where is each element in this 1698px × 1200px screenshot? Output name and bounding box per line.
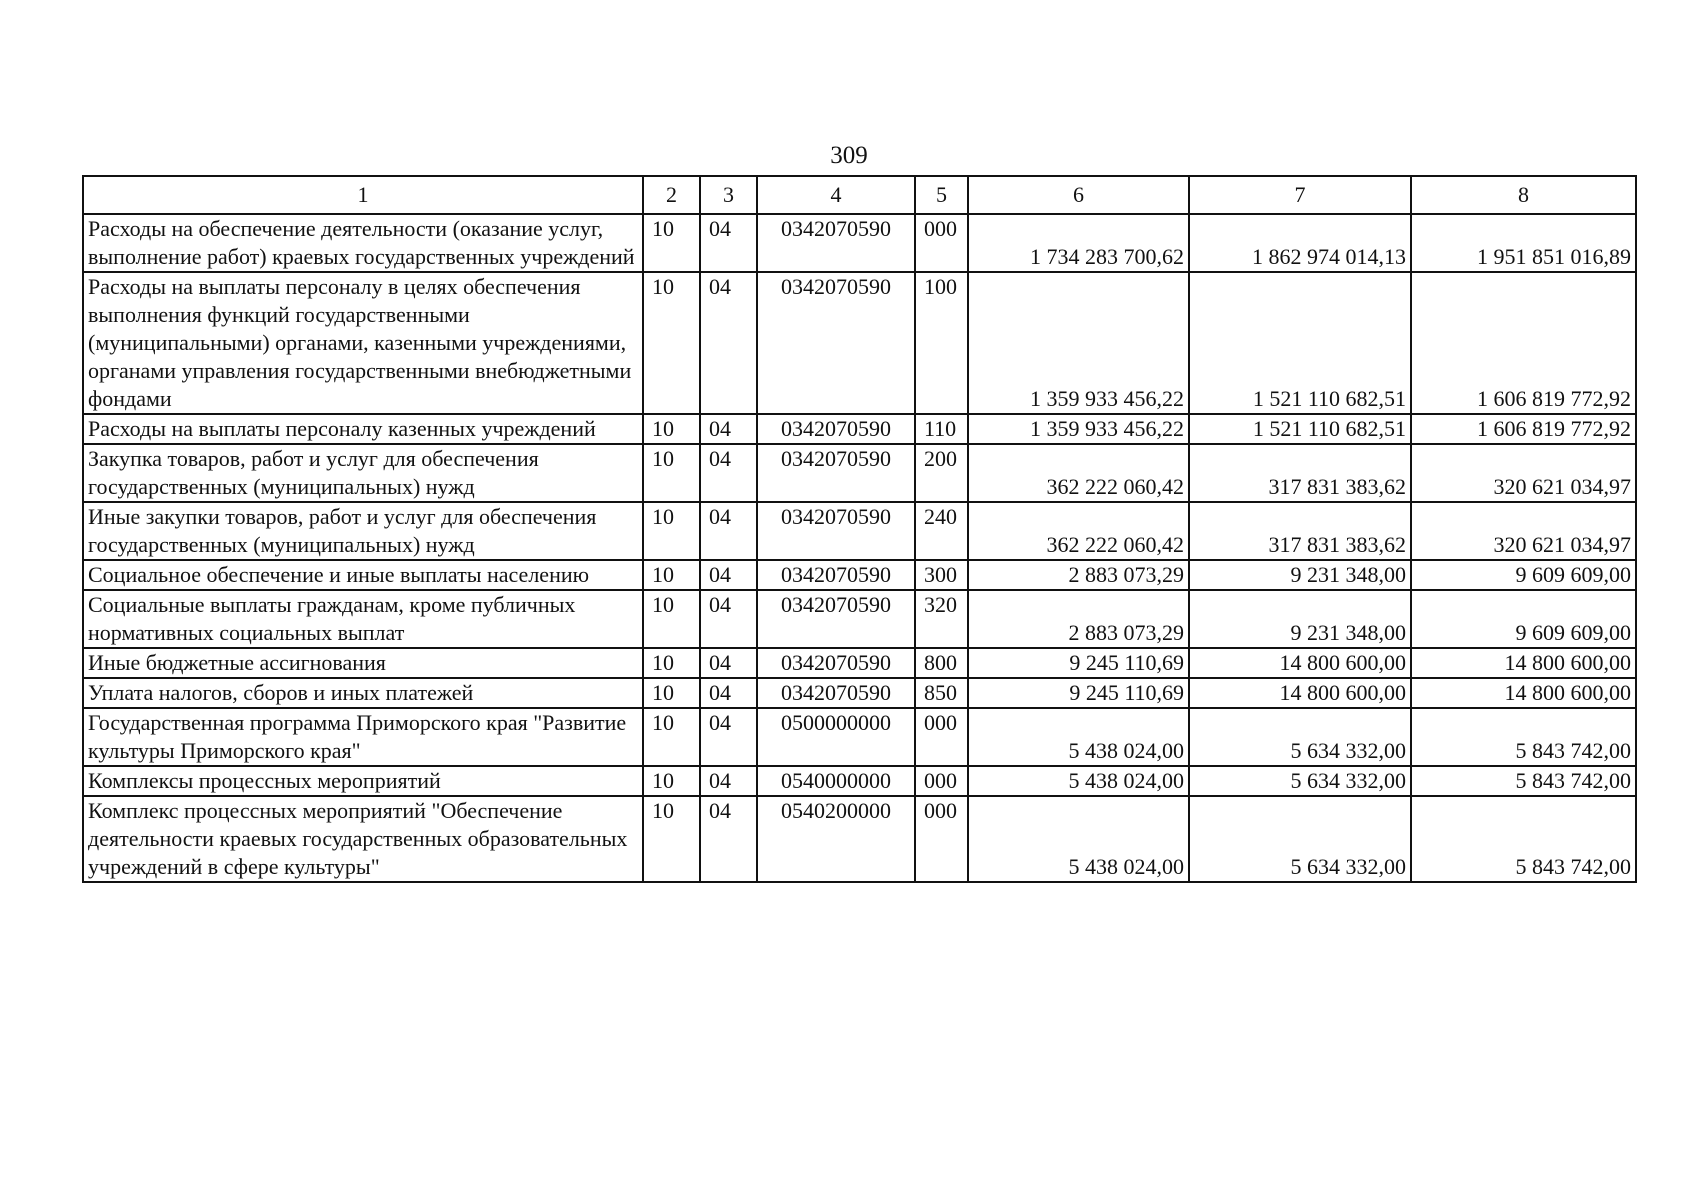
amount-col7-cell: 5 634 332,00 — [1189, 708, 1411, 766]
amount-col6-cell: 362 222 060,42 — [968, 502, 1189, 560]
amount-col6-cell: 1 359 933 456,22 — [968, 272, 1189, 414]
target-code-cell: 0540200000 — [757, 796, 915, 882]
expense-type-cell: 200 — [915, 444, 968, 502]
row-name-cell: Государственная программа Приморского края "Развитие культуры Приморского края" — [83, 708, 643, 766]
row-name-cell: Социальные выплаты гражданам, кроме публичных нормативных социальных выплат — [83, 590, 643, 648]
section-code-cell: 10 — [643, 796, 700, 882]
amount-col6-cell: 9 245 110,69 — [968, 648, 1189, 678]
amount-col8-cell: 5 843 742,00 — [1411, 796, 1636, 882]
row-name-cell: Иные закупки товаров, работ и услуг для обеспечения государственных (муниципальных) нужд — [83, 502, 643, 560]
amount-col6-cell: 1 734 283 700,62 — [968, 214, 1189, 272]
column-header: 3 — [700, 176, 757, 214]
amount-col8-cell: 320 621 034,97 — [1411, 502, 1636, 560]
expense-type-cell: 100 — [915, 272, 968, 414]
column-header: 8 — [1411, 176, 1636, 214]
table-row — [83, 502, 1636, 560]
amount-col6-cell: 1 359 933 456,22 — [968, 414, 1189, 444]
budget-table — [82, 175, 1637, 883]
section-code-cell: 10 — [643, 414, 700, 444]
expense-type-cell: 850 — [915, 678, 968, 708]
amount-col7-cell: 1 521 110 682,51 — [1189, 272, 1411, 414]
amount-col7-cell: 9 231 348,00 — [1189, 560, 1411, 590]
amount-col6-cell: 5 438 024,00 — [968, 708, 1189, 766]
target-code-cell: 0342070590 — [757, 560, 915, 590]
table-row — [83, 414, 1636, 444]
table-row — [83, 708, 1636, 766]
row-name-cell: Иные бюджетные ассигнования — [83, 648, 643, 678]
amount-col6-cell: 362 222 060,42 — [968, 444, 1189, 502]
table-row — [83, 214, 1636, 272]
column-header: 6 — [968, 176, 1189, 214]
subsection-code-cell: 04 — [700, 560, 757, 590]
subsection-code-cell: 04 — [700, 272, 757, 414]
section-code-cell: 10 — [643, 214, 700, 272]
row-name-cell: Расходы на обеспечение деятельности (оказание услуг, выполнение работ) краевых государственных учреждений — [83, 214, 643, 272]
table-row — [83, 590, 1636, 648]
column-header: 2 — [643, 176, 700, 214]
expense-type-cell: 000 — [915, 796, 968, 882]
subsection-code-cell: 04 — [700, 708, 757, 766]
amount-col7-cell: 14 800 600,00 — [1189, 648, 1411, 678]
table-row — [83, 678, 1636, 708]
expense-type-cell: 000 — [915, 766, 968, 796]
section-code-cell: 10 — [643, 678, 700, 708]
amount-col7-cell: 9 231 348,00 — [1189, 590, 1411, 648]
amount-col8-cell: 5 843 742,00 — [1411, 766, 1636, 796]
row-name-cell: Расходы на выплаты персоналу казенных учреждений — [83, 414, 643, 444]
amount-col8-cell: 5 843 742,00 — [1411, 708, 1636, 766]
subsection-code-cell: 04 — [700, 444, 757, 502]
expense-type-cell: 110 — [915, 414, 968, 444]
subsection-code-cell: 04 — [700, 590, 757, 648]
target-code-cell: 0342070590 — [757, 214, 915, 272]
expense-type-cell: 240 — [915, 502, 968, 560]
amount-col8-cell: 320 621 034,97 — [1411, 444, 1636, 502]
amount-col7-cell: 317 831 383,62 — [1189, 444, 1411, 502]
amount-col8-cell: 1 606 819 772,92 — [1411, 414, 1636, 444]
column-header: 1 — [83, 176, 643, 214]
section-code-cell: 10 — [643, 708, 700, 766]
section-code-cell: 10 — [643, 766, 700, 796]
subsection-code-cell: 04 — [700, 502, 757, 560]
column-header: 7 — [1189, 176, 1411, 214]
section-code-cell: 10 — [643, 502, 700, 560]
target-code-cell: 0342070590 — [757, 648, 915, 678]
section-code-cell: 10 — [643, 444, 700, 502]
expense-type-cell: 000 — [915, 708, 968, 766]
amount-col8-cell: 1 951 851 016,89 — [1411, 214, 1636, 272]
amount-col7-cell: 14 800 600,00 — [1189, 678, 1411, 708]
amount-col8-cell: 14 800 600,00 — [1411, 678, 1636, 708]
row-name-cell: Расходы на выплаты персоналу в целях обеспечения выполнения функций государственными (муниципальными) органами, казенными учреждениями, органами управления государственными внебюджетными фондами — [83, 272, 643, 414]
amount-col6-cell: 2 883 073,29 — [968, 560, 1189, 590]
amount-col7-cell: 317 831 383,62 — [1189, 502, 1411, 560]
column-header: 5 — [915, 176, 968, 214]
column-header: 4 — [757, 176, 915, 214]
target-code-cell: 0342070590 — [757, 590, 915, 648]
table-row — [83, 272, 1636, 414]
section-code-cell: 10 — [643, 560, 700, 590]
amount-col8-cell: 14 800 600,00 — [1411, 648, 1636, 678]
amount-col8-cell: 9 609 609,00 — [1411, 560, 1636, 590]
amount-col7-cell: 1 862 974 014,13 — [1189, 214, 1411, 272]
target-code-cell: 0342070590 — [757, 444, 915, 502]
table-row — [83, 560, 1636, 590]
table-row — [83, 796, 1636, 882]
amount-col6-cell: 9 245 110,69 — [968, 678, 1189, 708]
section-code-cell: 10 — [643, 590, 700, 648]
expense-type-cell: 000 — [915, 214, 968, 272]
section-code-cell: 10 — [643, 648, 700, 678]
row-name-cell: Социальное обеспечение и иные выплаты населению — [83, 560, 643, 590]
page-number: 309 — [830, 142, 868, 169]
expense-type-cell: 300 — [915, 560, 968, 590]
subsection-code-cell: 04 — [700, 214, 757, 272]
target-code-cell: 0500000000 — [757, 708, 915, 766]
target-code-cell: 0342070590 — [757, 414, 915, 444]
row-name-cell: Комплексы процессных мероприятий — [83, 766, 643, 796]
amount-col7-cell: 5 634 332,00 — [1189, 796, 1411, 882]
subsection-code-cell: 04 — [700, 796, 757, 882]
amount-col6-cell: 2 883 073,29 — [968, 590, 1189, 648]
row-name-cell: Уплата налогов, сборов и иных платежей — [83, 678, 643, 708]
subsection-code-cell: 04 — [700, 766, 757, 796]
expense-type-cell: 320 — [915, 590, 968, 648]
target-code-cell: 0342070590 — [757, 502, 915, 560]
subsection-code-cell: 04 — [700, 414, 757, 444]
amount-col6-cell: 5 438 024,00 — [968, 796, 1189, 882]
target-code-cell: 0540000000 — [757, 766, 915, 796]
subsection-code-cell: 04 — [700, 678, 757, 708]
row-name-cell: Комплекс процессных мероприятий "Обеспечение деятельности краевых государственных образовательных учреждений в сфере культуры" — [83, 796, 643, 882]
amount-col7-cell: 5 634 332,00 — [1189, 766, 1411, 796]
target-code-cell: 0342070590 — [757, 272, 915, 414]
table-header-row — [83, 176, 1636, 214]
row-name-cell: Закупка товаров, работ и услуг для обеспечения государственных (муниципальных) нужд — [83, 444, 643, 502]
table-row — [83, 766, 1636, 796]
amount-col7-cell: 1 521 110 682,51 — [1189, 414, 1411, 444]
amount-col8-cell: 1 606 819 772,92 — [1411, 272, 1636, 414]
table-row — [83, 444, 1636, 502]
expense-type-cell: 800 — [915, 648, 968, 678]
subsection-code-cell: 04 — [700, 648, 757, 678]
section-code-cell: 10 — [643, 272, 700, 414]
amount-col8-cell: 9 609 609,00 — [1411, 590, 1636, 648]
target-code-cell: 0342070590 — [757, 678, 915, 708]
table-row — [83, 648, 1636, 678]
amount-col6-cell: 5 438 024,00 — [968, 766, 1189, 796]
